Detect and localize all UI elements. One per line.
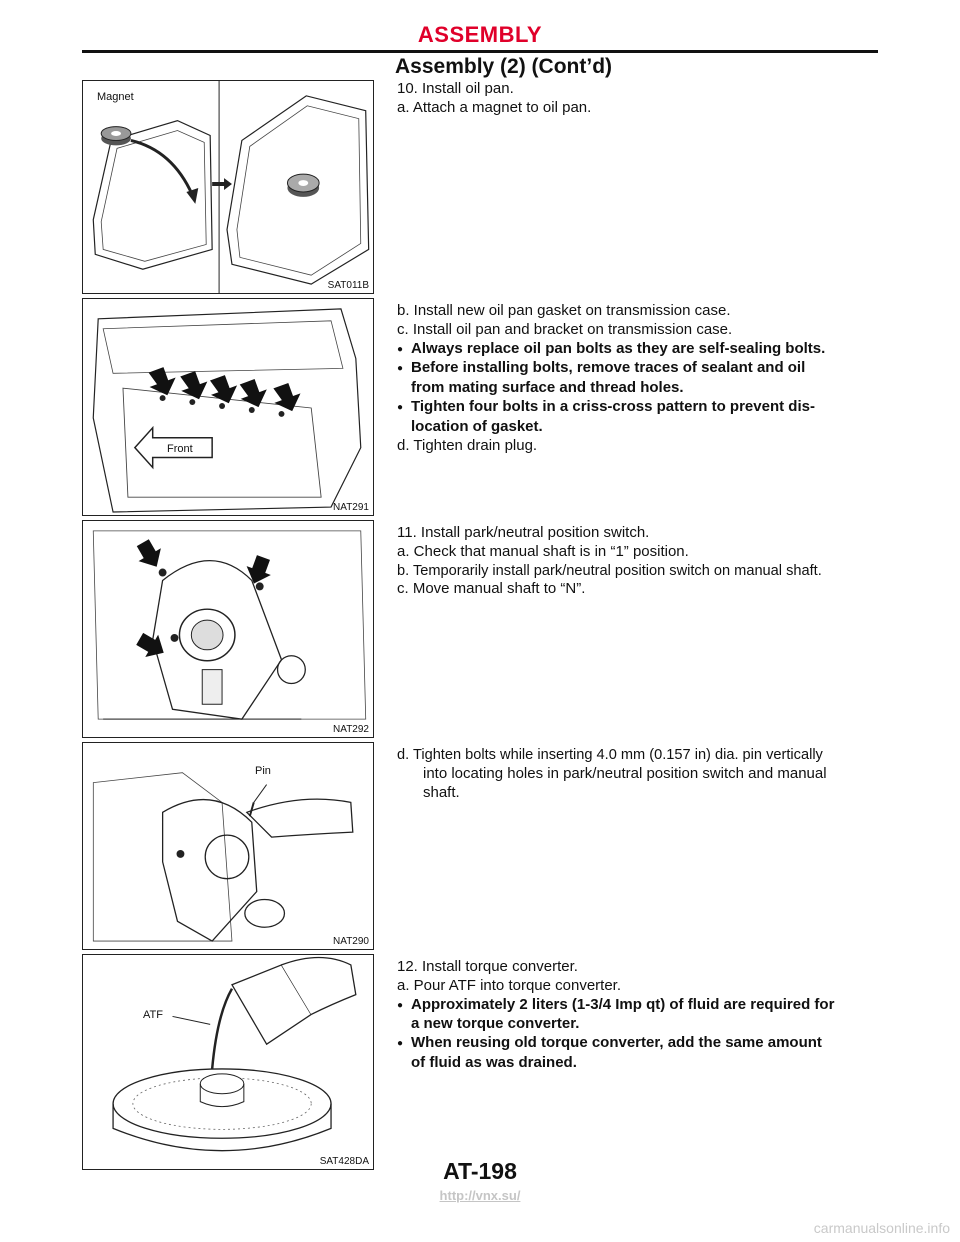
magnet-label: Magnet: [97, 91, 134, 103]
step-12a: a. Pour ATF into torque converter.: [397, 976, 622, 994]
figure-code: SAT011B: [327, 280, 369, 291]
step-10d: d. Tighten drain plug.: [397, 436, 538, 454]
bullet-continuation: location of gasket.: [411, 417, 543, 435]
figure-oil-pan-magnet: [82, 80, 374, 294]
bullet-continuation: from mating surface and thread holes.: [411, 379, 684, 397]
figure-pin-insertion: [82, 742, 374, 950]
figure-torque-converter: [82, 954, 374, 1170]
step-11a: a. Check that manual shaft is in “1” position.: [397, 542, 689, 560]
bullet-icon: ●: [397, 343, 404, 355]
header-title: ASSEMBLY: [417, 22, 543, 47]
oil-pan-magnet-illustration: [83, 81, 373, 293]
figure-oil-pan-bolts: [82, 298, 374, 516]
pin-insertion-illustration: [83, 743, 373, 949]
step-11b: b. Temporarily install park/neutral position switch on manual shaft.: [397, 562, 822, 579]
bullet-continuation: a new torque converter.: [411, 1015, 580, 1033]
step-10b: b. Install new oil pan gasket on transmission case.: [397, 302, 731, 319]
pin-label: Pin: [255, 765, 271, 777]
oil-pan-bolts-illustration: [83, 299, 373, 515]
step-10b-text: [397, 302, 883, 455]
switch-bolts-illustration: [83, 521, 373, 737]
bullet-icon: ●: [397, 1038, 404, 1050]
front-label: Front: [167, 443, 193, 455]
atf-label: ATF: [143, 1009, 163, 1021]
watermark: carmanualsonline.info: [813, 1220, 950, 1236]
torque-converter-illustration: [83, 955, 373, 1169]
figure-code: NAT292: [333, 724, 369, 735]
bullet-icon: ●: [397, 401, 404, 413]
bullet-icon: ●: [397, 999, 404, 1011]
bullet-item: ● Approximately 2 liters (1-3/4 Imp qt) of fluid are required for: [397, 996, 883, 1016]
step-10c: c. Install oil pan and bracket on transmission case.: [397, 320, 733, 338]
step-12-title: 12. Install torque converter.: [397, 958, 578, 975]
step-11c: c. Move manual shaft to “N”.: [397, 580, 586, 598]
bullet-icon: ●: [397, 363, 404, 375]
bullet-continuation: of fluid as was drained.: [411, 1053, 577, 1071]
bullet-item: ● Before installing bolts, remove traces of sealant and oil: [397, 359, 883, 379]
page-number: AT-198: [443, 1158, 517, 1184]
figure-code: SAT428DA: [319, 1156, 369, 1167]
bullet-item: ● Tighten four bolts in a criss-cross pattern to prevent dis-: [397, 398, 883, 418]
step-11d-text: [397, 746, 883, 802]
step-11d: d. Tighten bolts while inserting 4.0 mm (0.157 in) dia. pin vertically: [397, 747, 823, 763]
footer-link[interactable]: http://vnx.su/: [439, 1188, 521, 1203]
figure-code: NAT290: [333, 936, 369, 947]
bullet-item: ● Always replace oil pan bolts as they are self-sealing bolts.: [397, 340, 883, 360]
step-11d-continuation: shaft.: [423, 783, 460, 801]
step-11d-continuation: into locating holes in park/neutral position switch and manual: [423, 764, 827, 782]
header-divider: [82, 50, 878, 53]
step-10a: a. Attach a magnet to oil pan.: [397, 98, 592, 116]
figure-switch-bolts: [82, 520, 374, 738]
figure-code: NAT291: [333, 502, 369, 513]
step-10-title: 10. Install oil pan.: [397, 80, 514, 97]
bullet-item: ● When reusing old torque converter, add the same amount: [397, 1034, 883, 1054]
step-12-text: [397, 958, 883, 1073]
step-10-text: [397, 80, 883, 118]
step-11-text: [397, 524, 883, 599]
section-title: Assembly (2) (Cont’d): [395, 55, 613, 78]
step-11-title: 11. Install park/neutral position switch.: [397, 524, 650, 541]
